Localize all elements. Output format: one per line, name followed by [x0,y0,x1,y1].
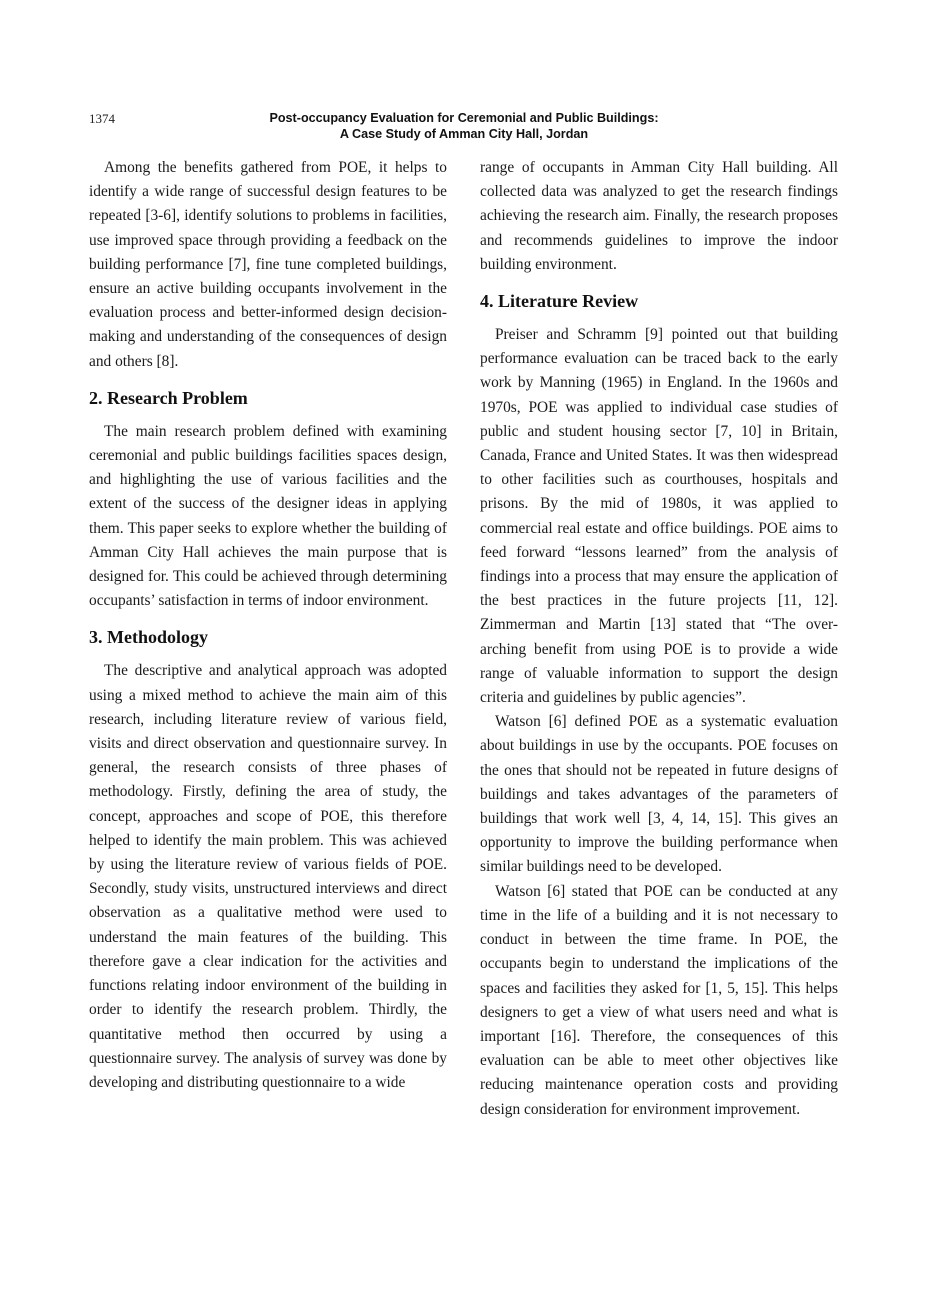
section-heading-methodology: 3. Methodology [89,627,208,648]
right-column [480,156,838,1122]
left-column [89,156,447,1095]
running-header [89,110,839,146]
running-title-line-1: Post-occupancy Evaluation for Ceremonial and Public Buildings: [269,111,659,125]
running-title-line-2: A Case Study of Amman City Hall, Jordan [339,127,589,141]
section-heading-research-problem: 2. Research Problem [89,387,248,408]
intro-paragraph: Among the benefits gathered from POE, it helps to identify a wide range of successful design features to be repeated [3-6], identify solutions to problems in facilities, use improved space through providing a feedback on the building performance [7], fine tune completed buildings, ensure an active building occupants involvement in the evaluation process and better-informed design decision-making and understanding of the consequences of design and others [8]. [89,159,447,370]
literature-review-paragraph: Watson [6] stated that POE can be conducted at any time in the life of a building and it is not necessary to conduct in between the time frame. In POE, the occupants begin to understand the implications of the spaces and facilities they asked for [1, 5, 15]. This helps designers to get a view of what users need and what is important [16]. Therefore, the consequences of this evaluation can be able to meet other objectives like reducing maintenance operation costs and providing design consideration for environment improvement. [480,882,838,1118]
methodology-paragraph: The descriptive and analytical approach was adopted using a mixed method to achieve the main aim of this research, including literature review of various field, visits and direct observation and questionnaire survey. In general, the research consists of three phases of methodology. Firstly, defining the area of study, the concept, approaches and scope of POE, this therefore helped to identify the main problem. This was achieved by using the literature review of various fields of POE. Secondly, study visits, unstructured interviews and direct observation as a qualitative method were used to understand the main features of the building. This therefore gave a clear indication for the activities and functions relating indoor environment of the building in order to identify the research problem. Thirdly, the quantitative method then occurred by using a questionnaire survey. The analysis of survey was done by developing and distributing questionnaire to a wide [89,662,447,1091]
running-title [89,110,839,142]
methodology-paragraph-continued: range of occupants in Amman City Hall building. All collected data was analyzed to get the research findings achieving the research aim. Finally, the research proposes and recommends guidelines to improve the indoor building environment. [480,159,838,273]
research-problem-paragraph: The main research problem defined with examining ceremonial and public buildings facilities spaces design, and highlighting the use of various facilities and the extent of the success of the designer ideas in applying them. This paper seeks to explore whether the building of Amman City Hall achieves the main purpose that is designed for. This could be achieved through determining occupants’ satisfaction in terms of indoor environment. [89,422,447,610]
section-heading-literature-review: 4. Literature Review [480,291,639,312]
literature-review-paragraph: Preiser and Schramm [9] pointed out that building performance evaluation can be traced back to the early work by Manning (1965) in England. In the 1960s and 1970s, POE was applied to individual case studies of public and student housing sector [7, 10] in Britain, Canada, France and United States. It was then widespread to other facilities such as courthouses, hospitals and prisons. By the mid of 1980s, it was applied to commercial real estate and office buildings. POE aims to feed forward “lessons learned” from the analysis of findings into a process that may ensure the application of the best practices in the future projects [11, 12]. Zimmerman and Martin [13] stated that “The over-arching benefit from using POE is to provide a wide range of valuable information to support the design criteria and guidelines by public agencies”. [480,326,838,707]
page-number: 1374 [89,111,115,126]
literature-review-paragraph: Watson [6] defined POE as a systematic evaluation about buildings in use by the occupants. POE focuses on the ones that should not be repeated in future designs of buildings and takes advantages of the parameters of buildings that work well [3, 4, 14, 15]. This gives an opportunity to improve the building performance when similar buildings need to be developed. [480,713,838,876]
